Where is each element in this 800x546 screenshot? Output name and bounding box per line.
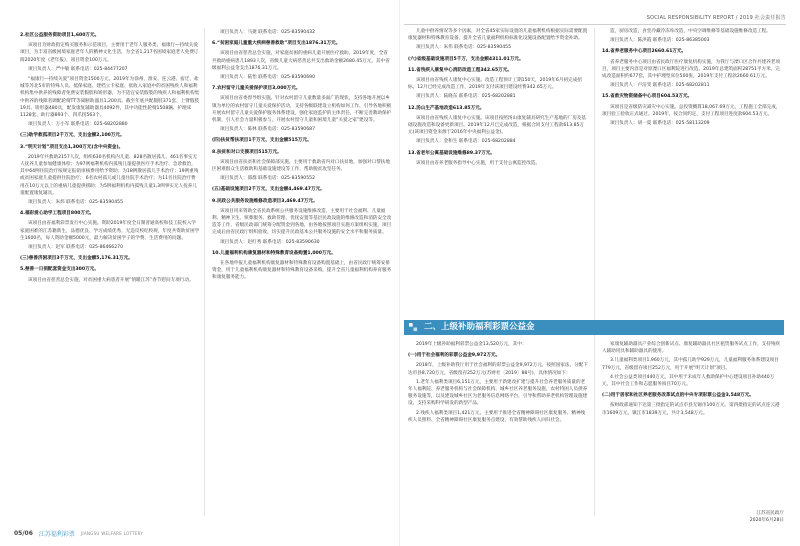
section-heading: 6.“贫困家庭儿童重大疾病慈善救助”项目支出1876.31万元。	[212, 41, 341, 47]
body-paragraph: 3.儿童福利类项目1,960万元，其中孤儿助学929万元，儿童福利服务体系建设项目779万元，省级留存项目252万元，用于开展“明天计划”项目。	[602, 358, 779, 371]
section-heading: 4.福彩爱心助学工程项目800万元。	[20, 211, 95, 217]
body-paragraph: 2018年，上级补助我厅用于社会福利的彩票公益金9,972万元，按照国家法，分配下达市县8,720万元，省级留存252万元(苏财社〔2019〕88号)，具体情况如下：	[408, 363, 588, 376]
body-paragraph: 该项目由省残疾人康复中心实施。改造工程预计工期150天，2019年6月初完成招标，12月已经完成改造工作，2019年支付该项目建设经费342.65万元。	[408, 78, 582, 91]
contact-line: 项目负责人：金和生 联系电话：025-68202884	[416, 139, 516, 145]
text-column-3	[408, 28, 588, 169]
body-paragraph: 该项目由省残疾人康复中心实施。该项目按照汤山康复辅具研究生产基地的厂房及基础设施改造和设备更新项目。2019年12月已完成改造，根据合同支付工程款613.85万元(该项目资金来源于2016年中央福利公益金)。	[408, 115, 586, 136]
header-rule	[404, 24, 786, 25]
section-heading: (三)慈善济困项目3千万元，支出金额5,176.31万元。	[20, 256, 133, 262]
section-heading: 5.慈善一日捐配套资金支出300万元。	[20, 267, 99, 273]
contact-line: 项目负责人：卢洁雯 联系电话：025-68202811	[610, 83, 710, 89]
body-paragraph: 该项目由省慈善总会实施，对贫困重大病患者开展“情暖江苏”春节慰问专项行动。	[28, 277, 194, 283]
section-heading: 11.省残疾人康复中心消防改造工程342.65万元。	[408, 67, 512, 73]
section-heading: 7.农村留守儿童关爱保护项目3,000万元。	[212, 86, 301, 92]
body-paragraph: 在各地申报儿童福利机构康复器材和特殊教育设备购置基础上，由省民政厅统筹安排资金，用于儿童福利机构康复器材和特殊教育设备采购，提升全省儿童福利机构养育服务和康复服务能力。	[212, 261, 392, 281]
section-heading: (六)省级基础设施项目5千万，支出金额4311.01万元。	[408, 56, 524, 62]
banner-marker-icon	[409, 323, 418, 332]
body-paragraph: 该项目由省福利彩票发行中心实施。资助2019年度全日制普通高校和技工院校入学家庭困难的江苏籍新生，品德优良、学习成绩优秀，无违反校纪校规，年度共资助贫困学生1600名，每人资助金额5000元，最力解决贫困学子的学费、生活费用的问题。	[20, 221, 200, 241]
body-paragraph: 该项目用来资助全省民政系统公共服务设施维修改造，主要用于社会福利、儿童福利、精神卫生、殡葬服务、救助管理、优抚安置等基层民政设施的维修改造和消防安全改造等工作，省级民政部门统筹分配资金到各地，由各地按照项目实施方案组织实施，项目完成后由省民政厅组织验收，切实提升民政基本公共服务设施的安全水平和服务质量。	[212, 208, 392, 236]
contact-line: 项目负责人：严中敏 联系电话：025-84477207	[28, 66, 128, 72]
contact-line: 项目负责人：陆晓东 联系电话：025-68202881	[416, 94, 516, 100]
body-paragraph: 该项目由省扶贫和社会保障部实施。主要用于救助省内对口扶贫地，加强对口帮扶地区困难群众生活救助和基础设施建设等工作，帮助脱贫攻坚任务。	[212, 159, 390, 173]
section-heading: (五)基础设施项目2千万元，支出金额4,469.47万元。	[212, 187, 325, 193]
body-paragraph: 儿童中供养情况等多个因素，对全省45家实际设置的儿童福利机构根据实际需要配置康复器材和特殊教育设备，提升全省儿童福利机构标准化设施设备配置给予资金补助。	[408, 29, 588, 42]
section-heading: 8.扶贫和对口支援项目515万元。	[212, 149, 282, 155]
body-paragraph: 2019年上级补助福利彩票公益金13,520万元，其中：	[416, 342, 527, 347]
section-heading: 12.汤山生产基地改造613.85万元。	[408, 105, 485, 111]
contact-line: 项目负责人：胡一夏 联系电话：025-58113209	[610, 121, 710, 127]
body-paragraph: 家康复辅助器具产业综合创新试点、康复辅助器具社区租赁服务试点工作，支持残疾人辅助用具和辅助器具的使用。	[602, 342, 780, 355]
section-heading: 9.民政公共服务设施维修改造项目3,469.47万元。	[212, 198, 318, 204]
body-paragraph: 该项目由省慈善总会实施，对家庭贫困的重病儿童开展医疗救助。2019年度，全省共救助重病患儿1893人次，省级儿童大病慈善总共支出救助金额2680.45万元，其中省级福利公益金支出1876.31万元。	[212, 51, 390, 71]
page-footer	[14, 529, 143, 538]
body-paragraph: 该项目为财政指定购买服务和示范项目，主要用于老年人服务类、福康行—持续关爱项目，为丰富省级困境家庭老年人的精神文化生活，为全省1,217名困境家庭老人免费订阅2020年度《老年报》，项目资金100万元。	[20, 43, 199, 63]
contact-line: 项目负责人：万小军 联系电话：025-68202880	[28, 122, 128, 128]
page-number: 05/06	[14, 530, 33, 537]
column-divider	[594, 28, 595, 516]
footer-org: 江苏福利彩票	[38, 531, 75, 538]
body-paragraph: 该项目由省养老服务指导中心实施，用于支付公寓监控改造。	[416, 160, 541, 166]
section-heading: (四)扶贫帮扶项目1千万元，支出金额515万元。	[212, 138, 312, 144]
section-heading: 14.省养老服务中心项目2660.61万元。	[602, 49, 687, 55]
signature-block	[704, 510, 784, 524]
report-header: SOCIAL RESPONSIBILITY REPORT / 2019 社会责任报告	[646, 15, 786, 21]
body-paragraph: 省养老服务中心项目由省民政厅医疗康复机构实施，为我厅与溧口区合作共建养老项目，项目主要内容是对原溧口区福利院进行改造。2019年总建筑面积28751平方米，完成改造面积约677套，其中护理型床位500张，2019年支付工程款2660.61万元。	[602, 59, 780, 80]
body-paragraph: 造，厨房改造，食堂冷藏冷冻库改造，中央空调维修等基础设施维修改造工程。	[610, 29, 771, 34]
section-heading: 3.“明天计划”项目支出1,300万元(含中央资金)。	[20, 144, 124, 150]
text-column-3-lower	[408, 341, 588, 426]
section-heading: (一)用于社会福利的彩票公益金9,972万元。	[408, 353, 501, 359]
contact-line: 项目负责人：马捷 联系电话：025-83590432	[220, 30, 315, 35]
section-heading: 10.儿童福利机构康复器材和特殊教育设备购置1,000万元。	[212, 250, 336, 256]
contact-line: 项目负责人：朱伟 联系电话：025-83590455	[416, 45, 511, 51]
section-heading: (三)助学救孤项目2千万元，支出金额2,100万元。	[20, 133, 125, 139]
contact-line: 项目负责人：陆怡 联系电话：025-83590690	[220, 75, 315, 81]
text-column-2	[212, 28, 392, 284]
body-paragraph: 按财政部通知下达第三批指定的试点市县无锡市100万元，第四批指定的试点连云港市1609万元，镇江市1839万元，共计3,548万元。	[602, 403, 780, 416]
body-paragraph: “福康行—持续关爱”项目资金1500万元。2019年为徐州、淮安、连云港、宿迁、盐城等苏北5市的特殊人员、低保家庭、建档立卡家庭、低收入家庭中的贫困残疾人和福利机构集中供养的残障者免费安装假肢和矫形器，为不适宜安装假肢的残疾人和福利机构集中供养的残障者调配轮椅TT等离断助器具1,200具。截至年底共配假肢371套、上臂假肢19具、矫形器480具，配发康复辅助器具4092件，其中功能性轮椅1508辆、护理床1128套、助行器893个、四爪拐563个。	[20, 77, 200, 119]
signature-org: 江苏省民政厅	[756, 511, 784, 516]
section-heading: 2.社区公益服务资助项目1,600万元。	[20, 33, 100, 38]
body-paragraph: 4.社会公益类项目440万元，其中用于未成年人救助保护中心建设项目补助440万元，其中社会工作和志愿服务项目70万元。	[602, 374, 775, 388]
body-paragraph: 该项目是省级防灾减灾中心实施。总投资概算18,067.69万元，工程施工全部完成，项目验工验收正式通过。2019年，按合同约定，支付工程项目进度款604.53万元。	[602, 104, 781, 117]
footer-org-en: JIANGSU WELFARE LOTTERY	[80, 531, 144, 536]
contact-line: 项目负责人：赵军 联系电话：025-86466270	[28, 245, 123, 251]
page-fold	[399, 0, 400, 546]
signature-date: 2020年6月28日	[749, 518, 784, 523]
body-paragraph: 1.老年人福利类项目6,151万元，主要用于新建改扩建与提升社会养老服务质量的老年人福利院、养老服务机构与社会保障机构、城乡社区养老服务设施、农村特困人员供养服务设施等，以及建设城乡社区为老服务信息网络平台，引导和帮助养老机构管理设施建设、支持采购科学研发的新型产品。	[408, 379, 588, 407]
body-paragraph: 2.残疾人福利类项目1,421万元，主要用于推进全省精神障碍社区康复服务、精神残疾人员照料、全省精神障碍社区康复服务点建设、有效帮助残疾人回归社会。	[408, 410, 586, 423]
contact-line: 项目负责人：陈林 联系电话：025-83590687	[220, 127, 315, 133]
contact-line: 项目负责人：赵红秀 联系电话：025-83590630	[220, 239, 320, 245]
body-paragraph: 该项目由省委督导组实施。针对农村留守儿童数量多面广的现状，支持各地开展以乡镇为单位的农村留守儿童关爱保护活动，支持各级联建设立机构如何工作、引导各地积极开展农村留守儿童关爱保护服务体系建设，强化家庭监护的主体责任，不断完善教助保护机制，引人社会力量积极参与，开展农村留守儿童和困境儿童“关爱之家”建设等。	[212, 96, 392, 124]
text-column-1	[20, 28, 200, 286]
column-divider	[204, 28, 205, 516]
contact-line: 项目负责人：陈洪霞 联系电话：025-86385003	[610, 38, 710, 44]
contact-line: 项目负责人：朱炜 联系电话：025-83590455	[28, 200, 123, 206]
section-heading: 13.省老年公寓基础设施维修89.37万元。	[408, 150, 495, 156]
section-heading: (二)用于居家和社区养老服务改革试点的中央专项彩票公益金3,548万元。	[602, 393, 754, 399]
body-paragraph: 2019年共救助2157人次，组织630名机构内儿童、828名散居孤儿、461名事实无人抚养儿童参加健康体检；为97例福利机构内孤残儿童提供医疗手术治疗、急诊救治，其中64例住院治疗按规定报销审核费用给予资助；为18例散居孤儿手术治疗；19例重残或贫困家庭儿童提供住院治疗； 6名农村孤儿或儿童住院手术治疗；为11名住院治疗费用在10万元以上的重病儿童提供援助；为5例福利机构内孤残儿童1,3例事实无人抚养儿童配置康复辅具。	[20, 154, 199, 196]
contact-line: 项目负责人：邵群 联系电话：025-83590552	[220, 176, 315, 182]
text-column-4	[602, 28, 782, 130]
section-heading: 15.省救灾物资储备中心项目604.53万元。	[602, 94, 693, 100]
text-column-4-lower	[602, 341, 782, 419]
section-title: 二、上级补助福利彩票公益金	[424, 322, 535, 332]
